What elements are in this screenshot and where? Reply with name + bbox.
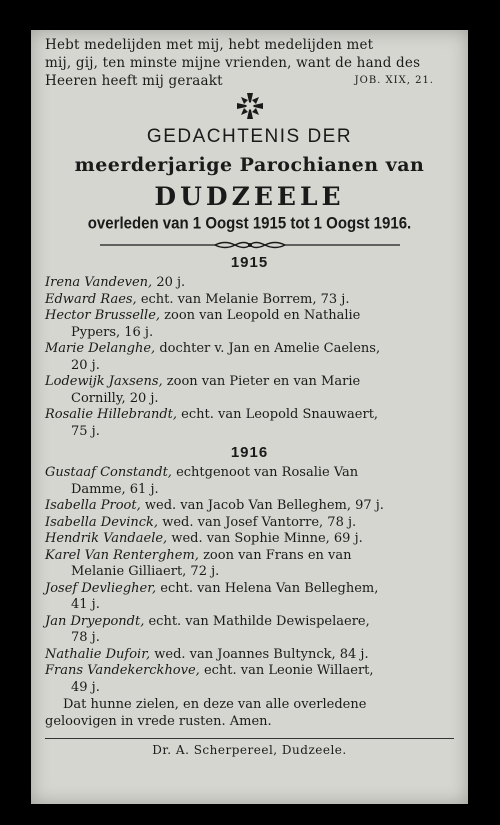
deceased-details: wed. van Sophie Minne, 69 j.	[167, 531, 363, 546]
list-item	[45, 647, 454, 664]
deceased-name: Gustaaf Constandt,	[45, 465, 172, 480]
list-item	[45, 531, 454, 548]
list-item	[45, 465, 454, 498]
deceased-name: Marie Delanghe,	[45, 341, 156, 356]
verse-reference: JOB. XIX, 21.	[354, 75, 434, 86]
deceased-details: dochter v. Jan en Amelie Caelens,	[155, 341, 381, 356]
verse-line-2: mij, gij, ten minste mijne vrienden, want de hand des	[45, 55, 421, 71]
deceased-name: Irena Vandeven,	[45, 275, 153, 290]
deceased-name: Hector Brusselle,	[45, 308, 161, 323]
list-item	[45, 341, 454, 374]
deceased-name: Edward Raes,	[45, 291, 137, 307]
verse-line-1: Hebt medelijden met mij, hebt medelijden met	[45, 37, 374, 53]
list-item	[45, 407, 454, 440]
deceased-name: Karel Van Renterghem,	[45, 547, 199, 563]
list-item	[45, 515, 454, 532]
deceased-name: Hendrik Vandaele,	[45, 531, 168, 546]
printer-imprint: Dr. A. Scherpereel, Dudzeele.	[152, 743, 347, 757]
deceased-details: wed. van Jacob Van Belleghem, 97 j.	[140, 498, 384, 513]
deceased-name: Frans Vandekerckhove,	[45, 663, 200, 678]
list-item	[45, 614, 454, 647]
memorial-card	[31, 30, 468, 804]
list-item	[45, 292, 454, 309]
deceased-details: echt. van Leopold Snauwaert,	[177, 407, 379, 422]
deceased-details: echt. van Leonie Willaert,	[199, 663, 374, 678]
deceased-name: Jan Dryepondt,	[45, 613, 145, 629]
closing-line-2: geloovigen in vrede rusten. Amen.	[45, 713, 272, 729]
heading-period: overleden van 1 Oogst 1915 tot 1 Oogst 1916.	[87, 214, 412, 233]
deceased-name: Josef Devliegher,	[45, 580, 157, 596]
heading-gedachtenis: GEDACHTENIS DER	[146, 126, 353, 147]
deceased-details: 20 j.	[152, 275, 186, 290]
year-heading: 1916	[230, 444, 269, 461]
ornament-divider	[100, 240, 400, 250]
deceased-details: zoon van Pieter en van Marie	[162, 374, 361, 389]
heading-village: DUDZEELE	[154, 182, 345, 211]
list-item	[45, 663, 454, 696]
deceased-details: echt. van Helena Van Belleghem,	[156, 580, 379, 596]
section-1916	[45, 444, 454, 696]
section-1915	[45, 254, 454, 440]
deceased-details-continued: Pypers, 16 j.	[71, 324, 154, 340]
deceased-details-continued: 20 j.	[71, 357, 100, 373]
deceased-details: echt. van Mathilde Dewispelaere,	[144, 613, 370, 629]
deceased-name: Isabella Devinck,	[45, 514, 159, 530]
deceased-details: echt. van Melanie Borrem, 73 j.	[136, 291, 350, 307]
list-item	[45, 374, 454, 407]
year-heading: 1915	[230, 254, 269, 271]
bible-verse	[45, 36, 454, 90]
deceased-name: Rosalie Hillebrandt,	[45, 407, 178, 422]
deceased-details: zoon van Frans en van	[198, 547, 352, 563]
deceased-details: zoon van Leopold en Nathalie	[160, 308, 361, 323]
verse-line-3	[45, 72, 454, 90]
deceased-details-continued: Cornilly, 20 j.	[71, 390, 159, 406]
closing-line-1: Dat hunne zielen, en deze van alle overledene	[63, 697, 367, 712]
list-item	[45, 498, 454, 515]
list-item	[45, 548, 454, 581]
deceased-name: Nathalie Dufoir,	[45, 646, 151, 662]
deceased-details: wed. van Joannes Bultynck, 84 j.	[150, 646, 369, 662]
deceased-details-continued: 41 j.	[71, 597, 100, 612]
deceased-name: Lodewijk Jaxsens,	[45, 374, 163, 389]
deceased-details-continued: Melanie Gilliaert, 72 j.	[71, 564, 220, 579]
cross-pattee-icon	[236, 92, 264, 120]
list-item	[45, 581, 454, 614]
closing-prayer	[45, 697, 454, 730]
deceased-details-continued: 49 j.	[71, 679, 100, 695]
heading-parochianen: meerderjarige Parochianen van	[74, 154, 425, 176]
deceased-details: wed. van Josef Vantorre, 78 j.	[158, 514, 357, 530]
deceased-details-continued: 75 j.	[71, 423, 100, 439]
list-item	[45, 275, 454, 292]
deceased-name: Isabella Proot,	[45, 498, 141, 513]
deceased-details-continued: 78 j.	[71, 630, 100, 645]
deceased-details-continued: Damme, 61 j.	[71, 481, 159, 497]
list-item	[45, 308, 454, 341]
deceased-details: echtgenoot van Rosalie Van	[171, 465, 359, 480]
divider	[45, 738, 454, 739]
verse-line-3-text: Heeren heeft mij geraakt	[45, 73, 223, 89]
